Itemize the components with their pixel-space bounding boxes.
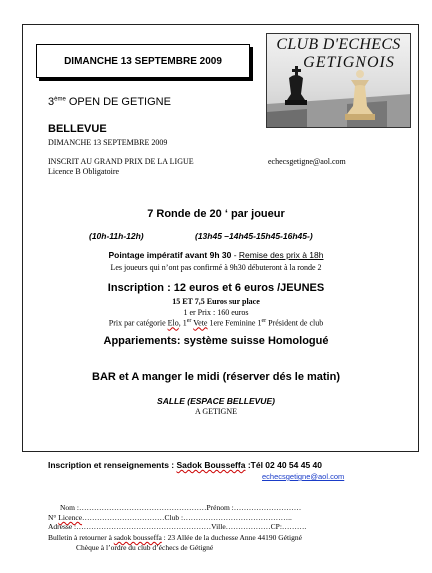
town-name: A GETIGNE	[195, 407, 237, 416]
email-top: echecsgetigne@aol.com	[268, 157, 346, 166]
contact-line: Inscription et renseignements : Sadok Bousseffa :Tél 02 40 54 45 40	[48, 460, 323, 470]
form-cheque-line: Chèque à l’ordre du club d’échecs de Gétigné	[76, 543, 214, 552]
date-banner	[36, 44, 250, 78]
logo-title-line1: CLUB D'ECHECS	[276, 36, 401, 53]
contact-email-link[interactable]: echecsgetigne@aol.com	[262, 472, 345, 481]
open-title: 3ème OPEN DE GETIGNE	[48, 96, 171, 108]
form-licence-line: N° Licence……………………………Club :……………………………………..	[48, 513, 292, 522]
venue-heading: BELLEVUE	[48, 123, 107, 135]
registration-fees: Inscription : 12 euros et 6 euros /JEUNES	[107, 282, 325, 294]
afternoon-schedule: (13h45 –14h45-15h45-16h45-)	[195, 231, 313, 241]
category-prizes: Prix par catégorie Elo, 1er Vete 1ere Feminine 1er Président de club	[108, 318, 324, 328]
bar-food-line: BAR et A manger le midi (réserver dés le matin)	[92, 371, 340, 383]
licence-line: Licence B Obligatoire	[48, 167, 120, 176]
pairing-system: Appariements: système suisse Homologué	[103, 335, 329, 347]
morning-schedule: (10h-11h-12h)	[89, 231, 144, 241]
logo-title-line2: GETIGNOIS	[303, 54, 395, 71]
late-players-note: Les joueurs qui n’ont pas confirmé à 9h30 débuteront à la ronde 2	[110, 263, 322, 272]
pointage-line: Pointage impératif avant 9h 30 - Remise des prix à 18h	[108, 250, 324, 260]
club-logo	[266, 33, 411, 128]
form-address-line: Adresse :………………………………………………Ville………………CP:……….	[48, 522, 307, 531]
event-date-line: DIMANCHE 13 SEPTEMBRE 2009	[48, 138, 168, 147]
on-site-fees: 15 ET 7,5 Euros sur place	[172, 297, 260, 306]
contact-name: Sadok Bousseffa	[176, 460, 246, 470]
white-queen-icon	[345, 70, 375, 120]
first-prize: 1 er Prix : 160 euros	[183, 308, 249, 317]
form-return-line: Bulletin à retourner à sadok bousseffa : 23 Allée de la duchesse Anne 44190 Gétigné	[48, 533, 302, 542]
date-banner-text: DIMANCHE 13 SEPTEMBRE 2009	[64, 55, 222, 67]
prize-handout: Remise des prix à 18h	[238, 250, 324, 260]
form-name-line: Nom :……………………………………………Prénom :………………………	[60, 503, 302, 512]
grand-prix-line: INSCRIT AU GRAND PRIX DE LA LIGUE	[48, 157, 194, 166]
hall-name: SALLE (ESPACE BELLEVUE)	[157, 396, 275, 406]
rounds-line: 7 Ronde de 20 ‘ par joueur	[147, 208, 285, 220]
